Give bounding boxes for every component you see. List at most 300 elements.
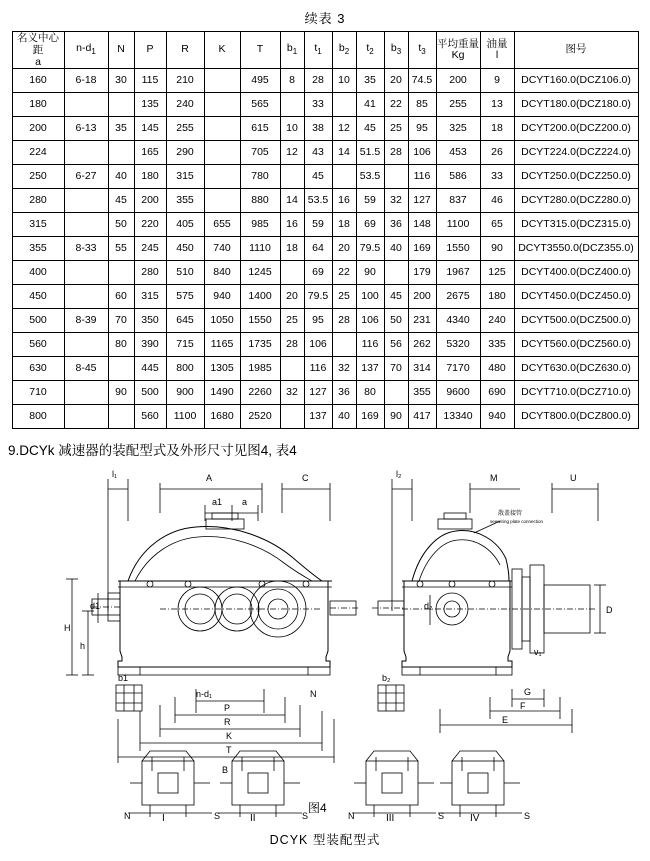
cell-t2: 80 (356, 381, 384, 405)
cell-t2: 116 (356, 333, 384, 357)
label-N: N (310, 689, 317, 700)
header-average-weight: 平均重量 Kg (436, 32, 480, 69)
cell-b2: 22 (332, 261, 356, 285)
cell-weight: 1967 (436, 261, 480, 285)
cell-R: 450 (166, 237, 204, 261)
cell-nd (64, 189, 108, 213)
cell-oil: 480 (480, 357, 514, 381)
cell-t2: 69 (356, 213, 384, 237)
variant1-label-S: S (214, 811, 221, 822)
cell-b2: 36 (332, 381, 356, 405)
cell-b2: 20 (332, 237, 356, 261)
cell-N: 80 (108, 333, 134, 357)
cell-a: 800 (12, 405, 64, 429)
cell-K (204, 117, 240, 141)
variant1-label-N: N (124, 811, 131, 822)
table-row (12, 309, 638, 333)
cell-b3: 36 (384, 213, 408, 237)
cell-P: 315 (134, 285, 166, 309)
figure-subcaption: DCYK 型装配型式 (269, 833, 381, 847)
cell-t3: 417 (408, 405, 436, 429)
cell-P: 390 (134, 333, 166, 357)
cell-code: DCYT250.0(DCZ250.0) (514, 165, 638, 189)
variant2-label-S: S (302, 811, 309, 822)
note-en: seewiring plate connection (490, 519, 544, 525)
cell-T: 495 (240, 69, 280, 93)
variant3-label-N: N (348, 811, 355, 822)
cell-weight: 4340 (436, 309, 480, 333)
cell-oil: 125 (480, 261, 514, 285)
cell-weight: 2675 (436, 285, 480, 309)
cell-nd: 8-33 (64, 237, 108, 261)
cell-t3: 106 (408, 141, 436, 165)
table-row (12, 117, 638, 141)
cell-N: 50 (108, 213, 134, 237)
cell-t1: 59 (304, 213, 332, 237)
cell-K (204, 165, 240, 189)
label-b1: b1 (118, 673, 129, 684)
label-F: F (520, 701, 526, 712)
cell-nd (64, 381, 108, 405)
cell-nd: 8-39 (64, 309, 108, 333)
cell-a: 500 (12, 309, 64, 333)
cell-K: 1165 (204, 333, 240, 357)
figure-svg (0, 461, 650, 821)
cell-t3: 85 (408, 93, 436, 117)
cell-code: DCYT400.0(DCZ400.0) (514, 261, 638, 285)
cell-weight: 5320 (436, 333, 480, 357)
header-t2: $t_2$ (356, 32, 384, 69)
cell-b3: 25 (384, 117, 408, 141)
cell-b1: 12 (280, 141, 304, 165)
cell-T: 880 (240, 189, 280, 213)
cell-t1: 95 (304, 309, 332, 333)
cell-a: 180 (12, 93, 64, 117)
label-d1: d1 (90, 601, 101, 612)
cell-weight: 7170 (436, 357, 480, 381)
cell-code: DCYT224.0(DCZ224.0) (514, 141, 638, 165)
cell-N (108, 405, 134, 429)
cell-t1: 28 (304, 69, 332, 93)
cell-code: DCYT3550.0(DCZ355.0) (514, 237, 638, 261)
cell-t2: 106 (356, 309, 384, 333)
cell-t2: 137 (356, 357, 384, 381)
cell-N: 60 (108, 285, 134, 309)
cell-R: 405 (166, 213, 204, 237)
cell-P: 445 (134, 357, 166, 381)
cell-weight: 325 (436, 117, 480, 141)
label-K: K (226, 731, 233, 742)
cell-a: 450 (12, 285, 64, 309)
label-D: D (606, 605, 613, 616)
header-drawing-number: 图号 (514, 32, 638, 69)
note-cn: 散盖接管 (498, 511, 523, 518)
cell-R: 315 (166, 165, 204, 189)
cell-P: 200 (134, 189, 166, 213)
cell-K: 840 (204, 261, 240, 285)
cell-K (204, 69, 240, 93)
variant-name-2: II (250, 813, 256, 825)
header-N: N (108, 32, 134, 69)
table-row (12, 261, 638, 285)
cell-b3 (384, 381, 408, 405)
cell-t3: 200 (408, 285, 436, 309)
cell-R: 800 (166, 357, 204, 381)
cell-oil: 65 (480, 213, 514, 237)
assembly-figure (0, 461, 650, 861)
cell-b3: 90 (384, 405, 408, 429)
variant-name-1: I (162, 813, 165, 825)
cell-t1: 127 (304, 381, 332, 405)
section-heading: 9.DCYk 减速器的装配型式及外形尺寸见图4, 表4 (8, 443, 297, 459)
table-body (12, 69, 638, 429)
cell-oil: 180 (480, 285, 514, 309)
cell-t1: 43 (304, 141, 332, 165)
cell-T: 2260 (240, 381, 280, 405)
header-T: T (240, 32, 280, 69)
label-G: G (524, 687, 532, 698)
cell-N (108, 357, 134, 381)
cell-weight: 453 (436, 141, 480, 165)
cell-nd (64, 333, 108, 357)
cell-code: DCYT180.0(DCZ180.0) (514, 93, 638, 117)
label-C: C (302, 473, 309, 484)
label-P: P (224, 703, 231, 714)
cell-t2: 35 (356, 69, 384, 93)
cell-R: 210 (166, 69, 204, 93)
cell-a: 355 (12, 237, 64, 261)
cell-T: 1245 (240, 261, 280, 285)
cell-b1: 18 (280, 237, 304, 261)
cell-t3: 127 (408, 189, 436, 213)
cell-t1: 69 (304, 261, 332, 285)
cell-b1 (280, 165, 304, 189)
table-row (12, 285, 638, 309)
cell-t3: 314 (408, 357, 436, 381)
cell-b3 (384, 165, 408, 189)
cell-t1: 137 (304, 405, 332, 429)
cell-t2: 41 (356, 93, 384, 117)
cell-P: 280 (134, 261, 166, 285)
cell-b2: 12 (332, 117, 356, 141)
variant-name-3: III (386, 813, 395, 825)
cell-b3: 20 (384, 69, 408, 93)
table-row (12, 165, 638, 189)
label-l2: l₂ (396, 469, 402, 480)
cell-K: 655 (204, 213, 240, 237)
cell-t2: 59 (356, 189, 384, 213)
cell-b2: 40 (332, 405, 356, 429)
table-row (12, 93, 638, 117)
cell-b2: 25 (332, 285, 356, 309)
cell-R: 1100 (166, 405, 204, 429)
cell-t1: 79.5 (304, 285, 332, 309)
cell-nd (64, 141, 108, 165)
cell-K: 1050 (204, 309, 240, 333)
cell-b3: 28 (384, 141, 408, 165)
cell-P: 180 (134, 165, 166, 189)
cell-code: DCYT500.0(DCZ500.0) (514, 309, 638, 333)
cell-nd (64, 285, 108, 309)
cell-a: 710 (12, 381, 64, 405)
cell-a: 224 (12, 141, 64, 165)
cell-code: DCYT560.0(DCZ560.0) (514, 333, 638, 357)
header-t3: $t_3$ (408, 32, 436, 69)
cell-weight: 9600 (436, 381, 480, 405)
cell-b3: 22 (384, 93, 408, 117)
header-nominal-center-distance: 名义中心距 a (12, 32, 64, 69)
cell-t2: 79.5 (356, 237, 384, 261)
document-page (0, 8, 650, 854)
cell-oil: 690 (480, 381, 514, 405)
variant-name-4: IV (470, 813, 480, 825)
cell-nd (64, 213, 108, 237)
cell-b3: 32 (384, 189, 408, 213)
header-K: K (204, 32, 240, 69)
cell-N: 45 (108, 189, 134, 213)
cell-t3: 169 (408, 237, 436, 261)
cell-T: 2520 (240, 405, 280, 429)
cell-weight: 200 (436, 69, 480, 93)
header-R: R (166, 32, 204, 69)
cell-b1: 10 (280, 117, 304, 141)
variant4-label-S: S (524, 811, 531, 822)
label-M: M (490, 473, 498, 484)
cell-R: 355 (166, 189, 204, 213)
header-b3: $b_3$ (384, 32, 408, 69)
cell-t1: 45 (304, 165, 332, 189)
cell-nd (64, 405, 108, 429)
cell-nd (64, 93, 108, 117)
label-B: B (222, 765, 229, 776)
cell-t3: 148 (408, 213, 436, 237)
cell-b2: 14 (332, 141, 356, 165)
cell-b3: 50 (384, 309, 408, 333)
cell-weight: 837 (436, 189, 480, 213)
cell-T: 985 (240, 213, 280, 237)
cell-T: 1550 (240, 309, 280, 333)
cell-weight: 255 (436, 93, 480, 117)
cell-b1: 8 (280, 69, 304, 93)
cell-b2 (332, 165, 356, 189)
cell-K: 740 (204, 237, 240, 261)
label-a: a (242, 497, 248, 508)
cell-T: 1985 (240, 357, 280, 381)
cell-N (108, 141, 134, 165)
cell-P: 500 (134, 381, 166, 405)
cell-nd (64, 261, 108, 285)
cell-P: 115 (134, 69, 166, 93)
cell-P: 165 (134, 141, 166, 165)
spec-table (12, 31, 639, 429)
header-t1: $t_1$ (304, 32, 332, 69)
label-h: h (80, 641, 86, 652)
cell-b3: 56 (384, 333, 408, 357)
cell-a: 560 (12, 333, 64, 357)
variant3-label-S: S (438, 811, 445, 822)
cell-R: 575 (166, 285, 204, 309)
cell-t1: 53.5 (304, 189, 332, 213)
label-nd1: n-d₁ (196, 689, 213, 700)
cell-weight: 586 (436, 165, 480, 189)
cell-code: DCYT450.0(DCZ450.0) (514, 285, 638, 309)
header-oil-volume: 油量 l (480, 32, 514, 69)
cell-b1 (280, 261, 304, 285)
cell-weight: 1100 (436, 213, 480, 237)
cell-T: 1735 (240, 333, 280, 357)
cell-T: 705 (240, 141, 280, 165)
cell-t2: 51.5 (356, 141, 384, 165)
cell-code: DCYT280.0(DCZ280.0) (514, 189, 638, 213)
cell-code: DCYT800.0(DCZ800.0) (514, 405, 638, 429)
cell-t1: 33 (304, 93, 332, 117)
cell-b1 (280, 405, 304, 429)
cell-P: 145 (134, 117, 166, 141)
cell-t3: 262 (408, 333, 436, 357)
cell-b2: 18 (332, 213, 356, 237)
cell-t1: 106 (304, 333, 332, 357)
cell-code: DCYT630.0(DCZ630.0) (514, 357, 638, 381)
header-P: P (134, 32, 166, 69)
cell-weight: 1550 (436, 237, 480, 261)
cell-N: 40 (108, 165, 134, 189)
cell-N: 90 (108, 381, 134, 405)
cell-t1: 64 (304, 237, 332, 261)
cell-nd: 6-27 (64, 165, 108, 189)
header-b2: $b_2$ (332, 32, 356, 69)
cell-P: 245 (134, 237, 166, 261)
cell-t3: 116 (408, 165, 436, 189)
cell-b1: 16 (280, 213, 304, 237)
cell-b3: 40 (384, 237, 408, 261)
cell-t1: 38 (304, 117, 332, 141)
label-T: T (226, 745, 232, 756)
cell-b1 (280, 93, 304, 117)
table-header-row (12, 32, 638, 69)
cell-b2: 10 (332, 69, 356, 93)
cell-oil: 9 (480, 69, 514, 93)
cell-b2 (332, 333, 356, 357)
label-a1: a1 (212, 497, 223, 508)
cell-N (108, 261, 134, 285)
cell-oil: 33 (480, 165, 514, 189)
cell-T: 615 (240, 117, 280, 141)
cell-a: 200 (12, 117, 64, 141)
cell-N: 30 (108, 69, 134, 93)
cell-b3 (384, 261, 408, 285)
cell-oil: 940 (480, 405, 514, 429)
header-b1: $b_1$ (280, 32, 304, 69)
cell-a: 630 (12, 357, 64, 381)
cell-b1: 25 (280, 309, 304, 333)
cell-code: DCYT315.0(DCZ315.0) (514, 213, 638, 237)
cell-oil: 335 (480, 333, 514, 357)
cell-T: 565 (240, 93, 280, 117)
cell-a: 280 (12, 189, 64, 213)
cell-t3: 231 (408, 309, 436, 333)
cell-R: 715 (166, 333, 204, 357)
cell-N: 70 (108, 309, 134, 333)
cell-T: 1110 (240, 237, 280, 261)
label-R: R (224, 717, 231, 728)
cell-t2: 53.5 (356, 165, 384, 189)
cell-b1: 32 (280, 381, 304, 405)
cell-K: 1490 (204, 381, 240, 405)
table-row (12, 69, 638, 93)
cell-code: DCYT710.0(DCZ710.0) (514, 381, 638, 405)
cell-b2: 28 (332, 309, 356, 333)
cell-nd: 8-45 (64, 357, 108, 381)
cell-R: 900 (166, 381, 204, 405)
table-row (12, 357, 638, 381)
cell-t3: 95 (408, 117, 436, 141)
cell-a: 160 (12, 69, 64, 93)
cell-oil: 13 (480, 93, 514, 117)
table-row (12, 237, 638, 261)
label-d2: d₂ (424, 601, 433, 612)
label-U: U (570, 473, 577, 484)
table-title: 续表 3 (304, 11, 346, 26)
cell-nd: 6-18 (64, 69, 108, 93)
cell-K (204, 141, 240, 165)
cell-t2: 169 (356, 405, 384, 429)
cell-K: 940 (204, 285, 240, 309)
cell-oil: 18 (480, 117, 514, 141)
cell-N: 35 (108, 117, 134, 141)
cell-P: 350 (134, 309, 166, 333)
cell-K (204, 93, 240, 117)
cell-oil: 26 (480, 141, 514, 165)
cell-N: 55 (108, 237, 134, 261)
label-l1: l₁ (112, 469, 118, 480)
cell-t3: 179 (408, 261, 436, 285)
cell-code: DCYT160.0(DCZ106.0) (514, 69, 638, 93)
cell-N (108, 93, 134, 117)
cell-R: 290 (166, 141, 204, 165)
cell-K: 1680 (204, 405, 240, 429)
label-E: E (502, 715, 509, 726)
cell-t2: 45 (356, 117, 384, 141)
table-row (12, 213, 638, 237)
header-nd1: $n-d_1$ (64, 32, 108, 69)
cell-R: 645 (166, 309, 204, 333)
label-H: H (64, 623, 71, 634)
cell-b3: 70 (384, 357, 408, 381)
label-b2: b₂ (382, 673, 391, 684)
cell-R: 255 (166, 117, 204, 141)
cell-t1: 116 (304, 357, 332, 381)
cell-b1: 28 (280, 333, 304, 357)
cell-oil: 46 (480, 189, 514, 213)
cell-t3: 355 (408, 381, 436, 405)
cell-a: 400 (12, 261, 64, 285)
table-row (12, 141, 638, 165)
cell-b3: 45 (384, 285, 408, 309)
cell-P: 560 (134, 405, 166, 429)
cell-b2: 16 (332, 189, 356, 213)
cell-b2: 32 (332, 357, 356, 381)
cell-T: 1400 (240, 285, 280, 309)
cell-oil: 240 (480, 309, 514, 333)
cell-oil: 90 (480, 237, 514, 261)
cell-b1 (280, 357, 304, 381)
cell-t2: 100 (356, 285, 384, 309)
cell-weight: 13340 (436, 405, 480, 429)
label-v1: ν₁ (534, 647, 542, 658)
table-row (12, 405, 638, 429)
table-row (12, 333, 638, 357)
cell-P: 135 (134, 93, 166, 117)
